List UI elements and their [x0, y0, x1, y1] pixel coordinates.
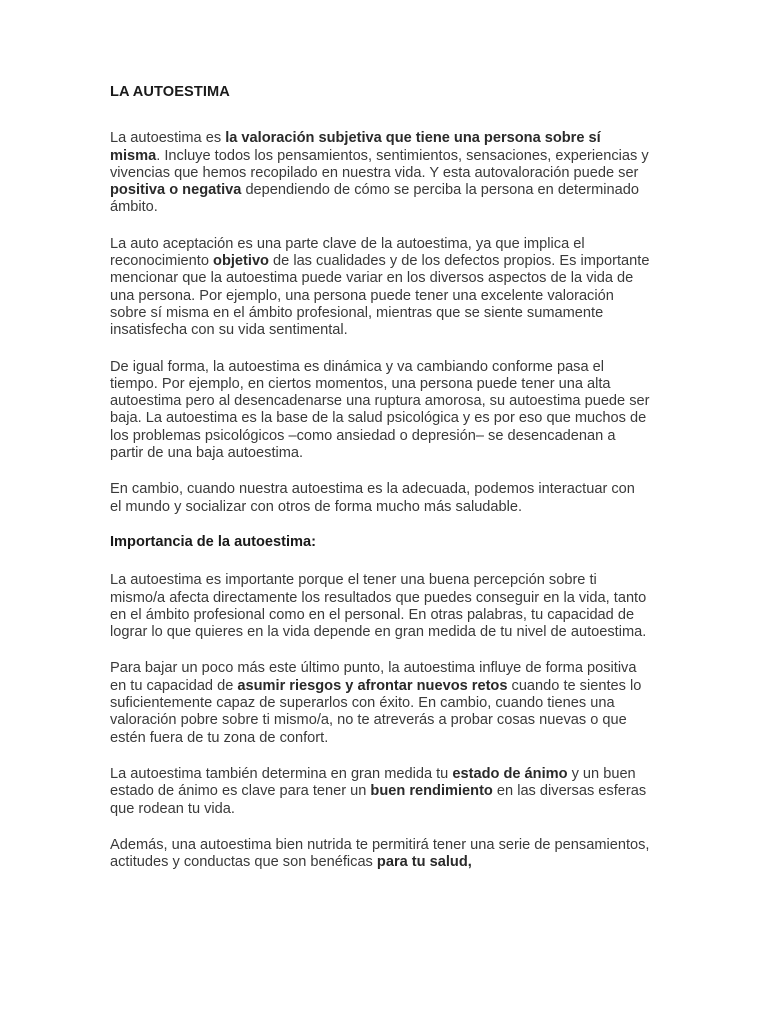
document-title: LA AUTOESTIMA	[110, 84, 230, 100]
paragraph-ademas	[110, 837, 650, 872]
text-segment: y un buen estado de ánimo es clave para tener un	[110, 765, 636, 800]
paragraph-estado-animo	[110, 766, 650, 818]
text-segment: La autoestima es	[110, 130, 226, 147]
text-segment: Además, una autoestima bien nutrida te permitirá tener una serie de pensamientos, actitudes y conductas que son benéficas	[110, 836, 650, 871]
text-segment: de las cualidades y de los defectos propios. Es importante mencionar que la autoestima puede variar en los diversos aspectos de la vida de una persona. Por ejemplo, una persona puede tener una excelente valoración sobre sí misma en el ámbito profesional, mientras que se siente sumamente insatisfecha con su vida sentimental.	[110, 253, 650, 339]
paragraph-importancia	[110, 572, 650, 641]
text-segment: La auto aceptación es una parte clave de la autoestima, ya que implica el reconocimiento	[110, 235, 585, 270]
document-page	[110, 84, 650, 871]
text-segment: De igual forma, la autoestima es dinámica y va cambiando conforme pasa el tiempo. Por ejemplo, en ciertos momentos, una persona puede tener una alta autoestima pero al desencadenarse una ruptura amorosa, su autoestima puede ser baja. La autoestima es la base de la salud psicológica y es por eso que muchos de los problemas psicológicos –como ansiedad o depresión– se desencadenan a partir de una baja autoestima.	[110, 358, 650, 462]
paragraph-dinamica	[110, 359, 650, 463]
text-segment: En cambio, cuando nuestra autoestima es la adecuada, podemos interactuar con el mundo y socializar con otros de forma mucho más saludable.	[110, 481, 635, 515]
paragraph-riesgos	[110, 660, 650, 746]
text-segment: . Incluye todos los pensamientos, sentimientos, sensaciones, experiencias y vivencias que hemos recopilado en nuestra vida. Y esta autovaloración puede ser	[110, 147, 649, 181]
text-segment: cuando te sientes lo suficientemente capaz de superarlos con éxito. En cambio, cuando tienes una valoración pobre sobre ti mismo/a, no te atreverás a probar cosas nuevas o que estén fuera de tu zona de confort.	[110, 677, 642, 746]
paragraph-definition	[110, 130, 650, 216]
text-segment: La autoestima también determina en gran medida tu	[110, 765, 453, 782]
bold-segment: objetivo	[213, 253, 269, 270]
text-segment: en las diversas esferas que rodean tu vida.	[110, 783, 647, 817]
text-segment: Para bajar un poco más este último punto, la autoestima influye de forma positiva en tu capacidad de	[110, 660, 637, 694]
paragraph-en-cambio	[110, 481, 650, 516]
bold-segment: para tu salud,	[376, 854, 472, 871]
bold-segment: la valoración subjetiva que tiene una persona sobre sí misma	[110, 130, 601, 164]
text-segment: dependiendo de cómo se perciba la persona en determinado ámbito.	[110, 182, 639, 216]
paragraph-auto-aceptacion	[110, 236, 650, 340]
bold-segment: buen rendimiento	[370, 783, 493, 800]
bold-segment: positiva o negativa	[110, 182, 242, 199]
text-segment: La autoestima es importante porque el tener una buena percepción sobre ti mismo/a afecta directamente los resultados que puedes conseguir en la vida, tanto en el ámbito profesional como en el personal. En otras palabras, tu capacidad de lograr lo que quieres en la vida depende en gran medida de tu nivel de autoestima.	[110, 572, 647, 641]
bold-segment: estado de ánimo	[452, 765, 568, 782]
section-subheading: Importancia de la autoestima:	[110, 533, 316, 550]
bold-segment: asumir riesgos y afrontar nuevos retos	[237, 677, 508, 694]
